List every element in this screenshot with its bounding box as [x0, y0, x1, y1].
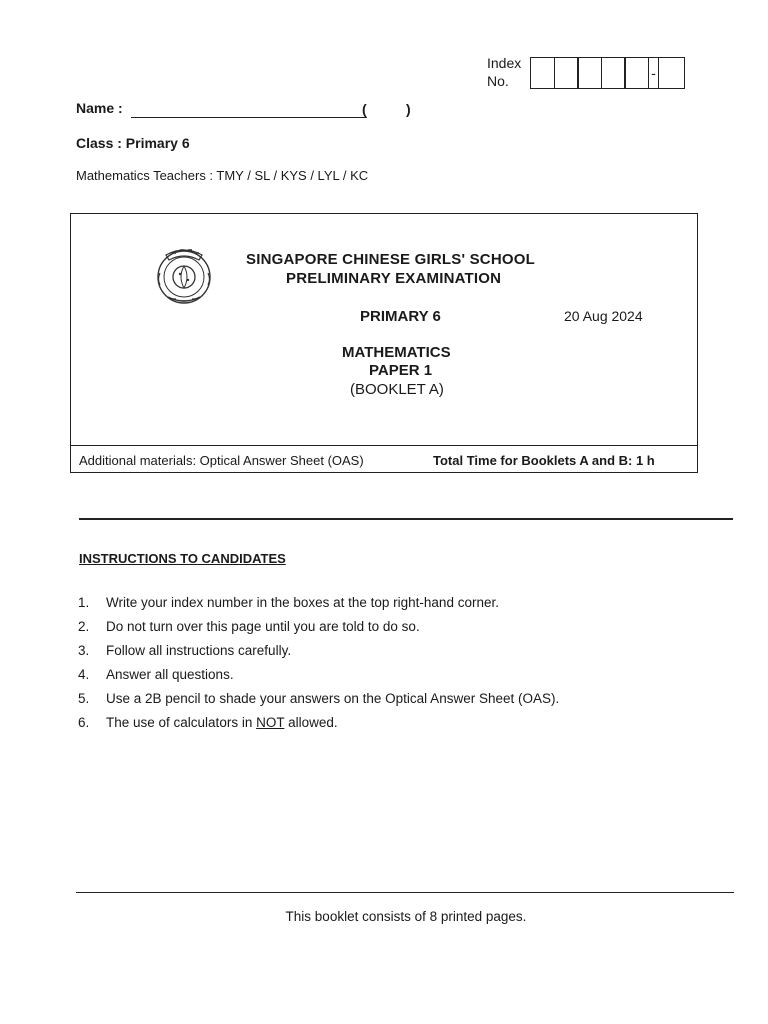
- school-crest-icon: [152, 243, 216, 307]
- school-name: SINGAPORE CHINESE GIRLS' SCHOOL: [246, 251, 535, 268]
- instruction-text: Write your index number in the boxes at the top right-hand corner.: [106, 594, 499, 610]
- instruction-text: Follow all instructions carefully.: [106, 642, 292, 658]
- footer-divider: [76, 892, 734, 893]
- instruction-text: Do not turn over this page until you are told to do so.: [106, 618, 420, 634]
- total-time: Total Time for Booklets A and B: 1 h: [433, 453, 655, 468]
- name-field-line[interactable]: [131, 117, 367, 118]
- exam-subject: MATHEMATICS: [342, 344, 451, 361]
- instructions-list: [78, 590, 718, 734]
- instructions-title: INSTRUCTIONS TO CANDIDATES: [79, 551, 286, 566]
- index-dash: -: [648, 57, 660, 89]
- register-number-paren-open: (: [362, 101, 367, 117]
- index-label-line1: Index: [487, 55, 522, 71]
- exam-paper: PAPER 1: [369, 362, 433, 379]
- index-label-line2: No.: [487, 73, 509, 89]
- exam-type: PRELIMINARY EXAMINATION: [286, 270, 502, 287]
- instruction-text-after: allowed.: [284, 714, 338, 730]
- list-item: [78, 614, 718, 638]
- additional-materials: Additional materials: Optical Answer Sheet (OAS): [79, 453, 364, 468]
- materials-divider: [70, 445, 698, 446]
- instruction-text: Answer all questions.: [106, 666, 234, 682]
- index-box-4[interactable]: [601, 57, 626, 89]
- index-box-2[interactable]: [554, 57, 579, 89]
- list-item: [78, 710, 718, 734]
- instruction-number: 5.: [78, 690, 90, 706]
- instruction-text-before: The use of calculators in: [106, 714, 257, 730]
- register-number-paren-close: ): [406, 101, 411, 117]
- index-box-3[interactable]: [577, 57, 602, 89]
- section-divider: [79, 518, 733, 520]
- list-item: [78, 662, 718, 686]
- instruction-number: 1.: [78, 594, 90, 610]
- index-box-1[interactable]: [530, 57, 555, 89]
- teachers-line: Mathematics Teachers : TMY / SL / KYS / LYL / KC: [76, 168, 369, 183]
- page-count-footer: This booklet consists of 8 printed pages.: [285, 909, 527, 924]
- index-label: [487, 54, 521, 90]
- index-number-boxes: [530, 57, 685, 89]
- instruction-number: 2.: [78, 618, 90, 634]
- exam-level: PRIMARY 6: [360, 308, 441, 325]
- instruction-number: 3.: [78, 642, 90, 658]
- instruction-number: 4.: [78, 666, 90, 682]
- instruction-emphasis: NOT: [256, 714, 285, 730]
- index-box-6[interactable]: [658, 57, 685, 89]
- index-box-5[interactable]: [624, 57, 649, 89]
- list-item: [78, 686, 718, 710]
- list-item: [78, 638, 718, 662]
- exam-date: 20 Aug 2024: [564, 308, 643, 324]
- name-label: Name :: [76, 100, 123, 116]
- instruction-text: Use a 2B pencil to shade your answers on the Optical Answer Sheet (OAS).: [106, 690, 560, 706]
- class-label: Class : Primary 6: [76, 135, 190, 151]
- instruction-text: [106, 715, 338, 730]
- instruction-number: 6.: [78, 714, 90, 730]
- exam-booklet: (BOOKLET A): [350, 381, 444, 398]
- list-item: [78, 590, 718, 614]
